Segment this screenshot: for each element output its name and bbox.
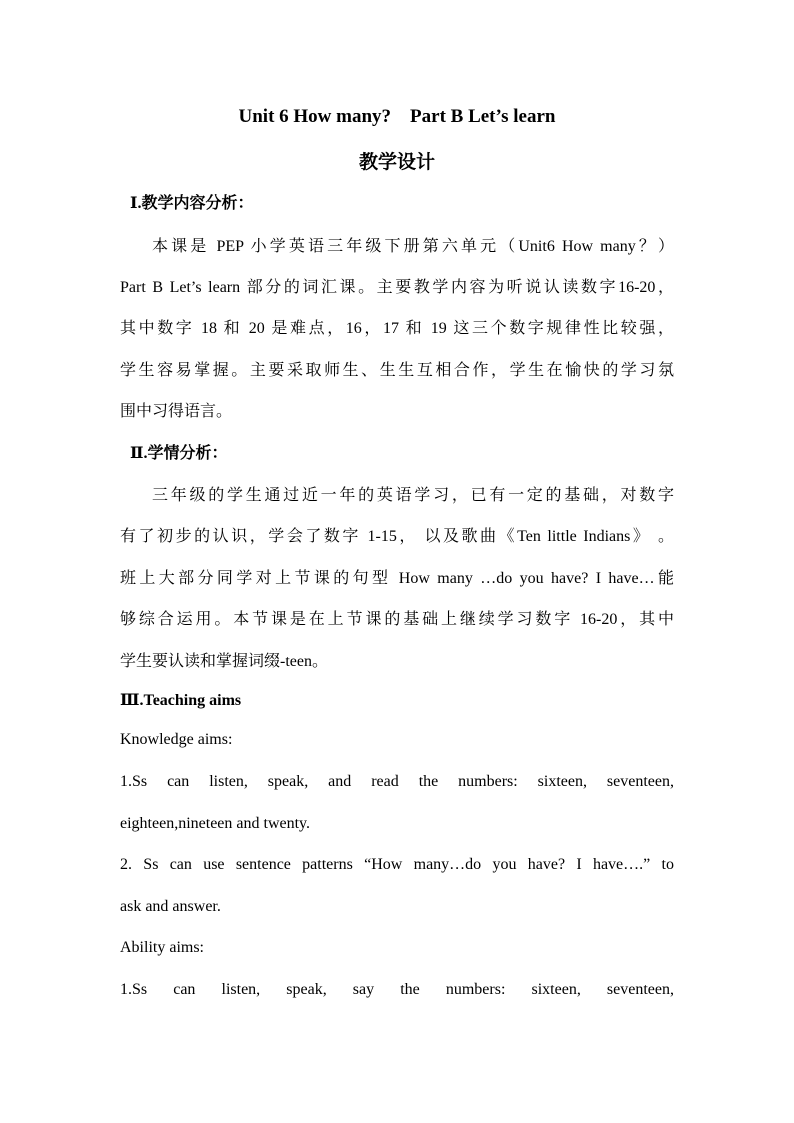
paragraph-line: 够综合运用。本节课是在上节课的基础上继续学习数字 16-20，其中: [120, 611, 674, 628]
section-heading-learner-analysis: Ⅱ.学情分析：: [130, 445, 228, 462]
document-subtitle: 教学设计: [358, 152, 435, 173]
paragraph-line: Knowledge aims:: [120, 731, 233, 748]
section-heading-content-analysis: Ⅰ.教学内容分析：: [130, 195, 254, 212]
paragraph-line: 2. Ss can use sentence patterns “How many…do you have? I have….” to: [120, 856, 674, 873]
paragraph-line: ask and answer.: [120, 898, 221, 915]
paragraph-line: 学生容易掌握。主要采取师生、生生互相合作，学生在愉快的学习氛: [120, 362, 674, 379]
document-title: Unit 6 How many? Part B Let’s learn: [238, 106, 556, 127]
paragraph-line: 班上大部分同学对上节课的句型 How many …do you have? I have…能: [120, 570, 674, 587]
paragraph-line: 其中数字 18 和 20 是难点，16，17 和 19 这三个数字规律性比较强，: [120, 320, 674, 337]
paragraph-line: Part B Let’s learn 部分的词汇课。主要教学内容为听说认读数字16-20，: [120, 279, 674, 296]
paragraph-line: 1.Ss can listen, speak, say the numbers: sixteen, seventeen,: [120, 981, 674, 998]
paragraph-line: Ability aims:: [120, 939, 204, 956]
paragraph-line: 围中习得语言。: [120, 403, 233, 420]
paragraph-line: 本课是 PEP 小学英语三年级下册第六单元（Unit6 How many？）: [152, 238, 674, 255]
paragraph-line: 1.Ss can listen, speak, and read the numbers: sixteen, seventeen,: [120, 773, 674, 790]
paragraph-line: 有了初步的认识，学会了数字 1-15， 以及歌曲《Ten little Indians》 。: [120, 528, 674, 545]
paragraph-line: 三年级的学生通过近一年的英语学习，已有一定的基础，对数字: [152, 487, 674, 504]
section-heading-teaching-aims: Ⅲ.Teaching aims: [120, 692, 242, 709]
paragraph-line: 学生要认读和掌握词缀-teen。: [120, 653, 328, 670]
paragraph-line: eighteen,nineteen and twenty.: [120, 815, 310, 832]
